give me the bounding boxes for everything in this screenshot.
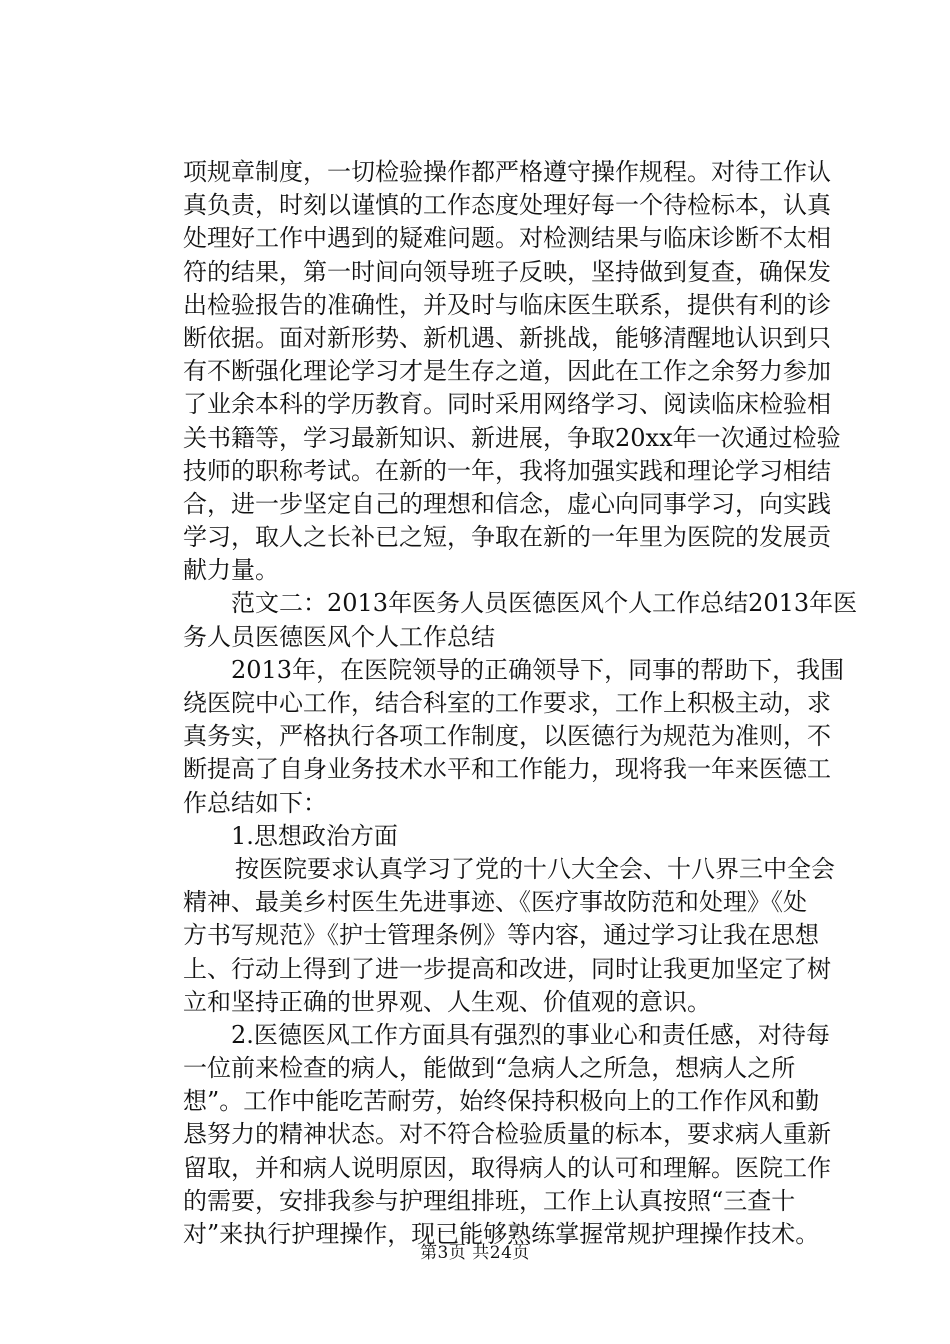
- text-line: 精神、最美乡村医生先进事迹、《医疗事故防范和处理》《处: [183, 888, 807, 917]
- text-line: 技师的职称考试。在新的一年，我将加强实践和理论学习相结: [183, 456, 831, 485]
- text-line: 范文二：2013年医务人员医德医风个人工作总结2013年医: [231, 589, 858, 618]
- text-line: 想”。工作中能吃苦耐劳，始终保持积极向上的工作作风和勤: [183, 1087, 820, 1116]
- text-line: 了业余本科的学历教育。同时采用网络学习、阅读临床检验相: [183, 390, 831, 419]
- text-line: 合，进一步坚定自己的理想和信念，虚心向同事学习，向实践: [183, 489, 831, 518]
- text-line: 真负责，时刻以谨慎的工作态度处理好每一个待检标本，认真: [183, 191, 831, 220]
- text-line: 一位前来检查的病人，能做到“急病人之所急，想病人之所: [183, 1054, 796, 1083]
- text-line: 有不断强化理论学习才是生存之道，因此在工作之余努力参加: [183, 357, 831, 386]
- text-line: 作总结如下：: [183, 788, 327, 817]
- text-line: 方书写规范》《护士管理条例》等内容，通过学习让我在思想: [183, 921, 819, 950]
- text-line: 处理好工作中遇到的疑难问题。对检测结果与临床诊断不太相: [183, 224, 831, 253]
- text-line: 2013年，在医院领导的正确领导下，同事的帮助下，我围: [231, 655, 845, 684]
- text-line: 献力量。: [183, 556, 279, 585]
- text-line: 项规章制度，一切检验操作都严格遵守操作规程。对待工作认: [183, 158, 831, 186]
- text-line: 1.思想政治方面: [231, 821, 398, 850]
- text-line: 真务实，严格执行各项工作制度，以医德行为规范为准则，不: [183, 722, 831, 751]
- text-line: 务人员医德医风个人工作总结: [183, 622, 495, 651]
- text-line: 的需要，安排我参与护理组排班，工作上认真按照“三查十: [183, 1186, 796, 1215]
- text-line: 2.医德医风工作方面具有强烈的事业心和责任感，对待每: [231, 1020, 830, 1049]
- text-line: 绕医院中心工作，结合科室的工作要求，工作上积极主动，求: [183, 689, 831, 717]
- text-line: 学习，取人之长补已之短，争取在新的一年里为医院的发展贡: [183, 523, 831, 552]
- text-line: 关书籍等，学习最新知识、新进展，争取20xx年一次通过检验: [183, 423, 841, 452]
- text-line: 立和坚持正确的世界观、人生观、价值观的意识。: [183, 987, 711, 1016]
- text-line: 留取，并和病人说明原因，取得病人的认可和理解。医院工作: [183, 1153, 831, 1182]
- text-line: 断提高了自身业务技术水平和工作能力，现将我一年来医德工: [183, 755, 831, 784]
- page-footer: 第3页 共24页: [420, 1243, 530, 1263]
- text-line: 上、行动上得到了进一步提高和改进，同时让我更加坚定了树: [183, 954, 831, 983]
- document-body: [183, 156, 858, 1251]
- text-line: 恳努力的精神状态。对不符合检验质量的标本，要求病人重新: [183, 1120, 831, 1149]
- text-line: 按医院要求认真学习了党的十八大全会、十八界三中全会: [235, 854, 835, 883]
- text-line: 对”来执行护理操作，现已能够熟练掌握常规护理操作技术。: [183, 1220, 820, 1248]
- text-line: 出检验报告的准确性，并及时与临床医生联系，提供有利的诊: [183, 290, 831, 319]
- text-line: 符的结果，第一时间向领导班子反映，坚持做到复查，确保发: [183, 257, 831, 286]
- text-line: 断依据。面对新形势、新机遇、新挑战，能够清醒地认识到只: [183, 323, 831, 352]
